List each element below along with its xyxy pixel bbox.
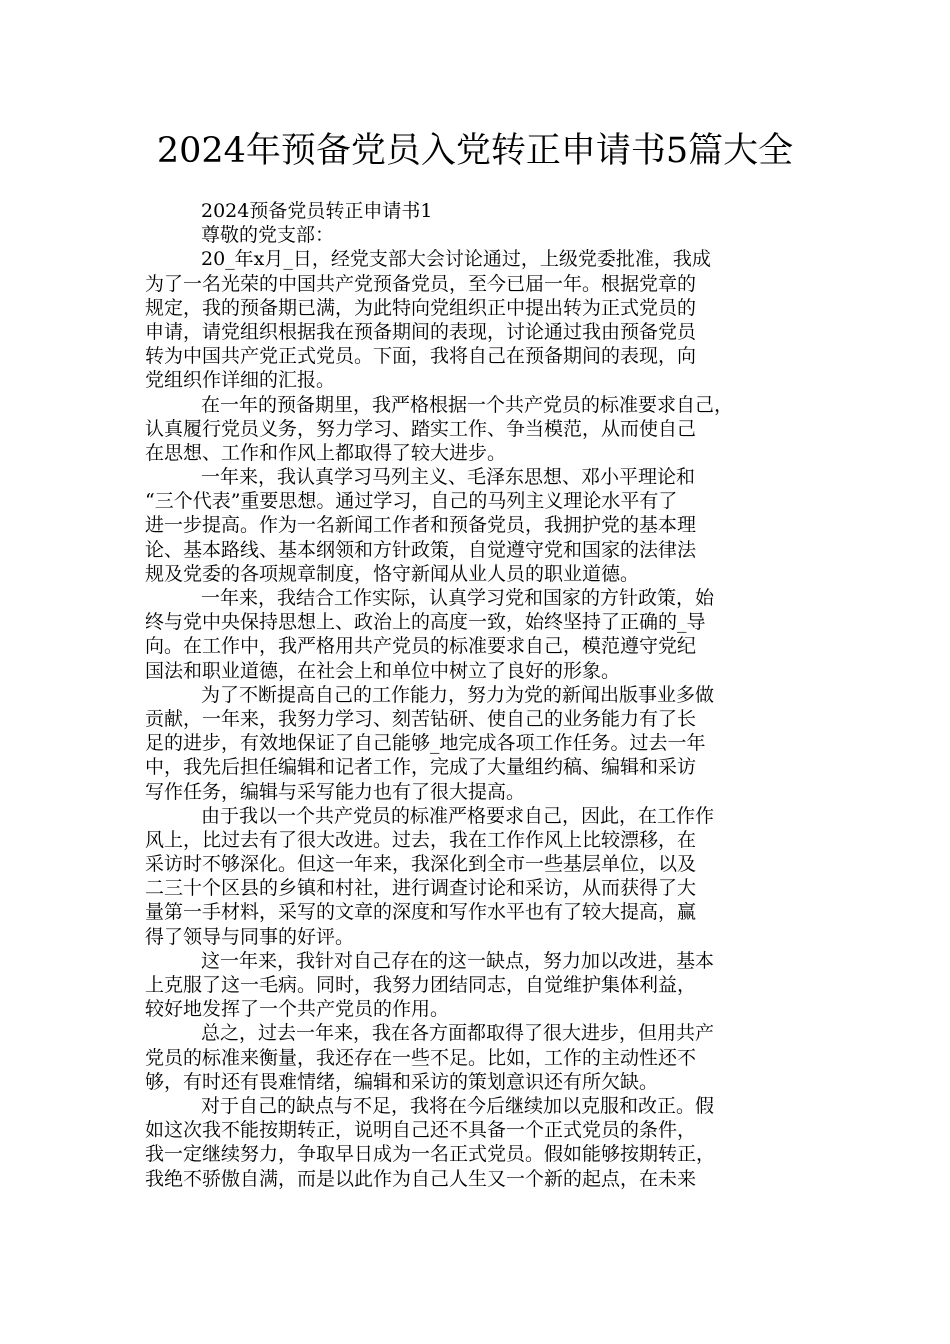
text-line: 规定，我的预备期已满，为此特向党组织正中提出转为正式党员的 — [145, 296, 697, 319]
text-line: 国法和职业道德，在社会上和单位中树立了良好的形象。 — [145, 659, 621, 682]
text-line: 20_年x月_日，经党支部大会讨论通过，上级党委批准，我成 — [201, 248, 711, 271]
text-line: 足的进步，有效地保证了自己能够_地完成各项工作任务。过去一年 — [145, 732, 706, 755]
text-line: 向。在工作中，我严格用共产党员的标准要求自己，模范遵守党纪 — [145, 635, 697, 658]
text-line: 终与党中央保持思想上、政治上的高度一致，始终坚持了正确的_导 — [145, 611, 706, 634]
text-line: 在一年的预备期里，我严格根据一个共产党员的标准要求自己， — [201, 393, 734, 416]
text-line: 为了一名光荣的中国共产党预备党员，至今已届一年。根据党章的 — [145, 272, 697, 295]
text-line: 规及党委的各项规章制度，恪守新闻从业人员的职业道德。 — [145, 562, 640, 585]
text-line: 在思想、工作和作风上都取得了较大进步。 — [145, 441, 507, 464]
text-line: 较好地发挥了一个共产党员的作用。 — [145, 998, 450, 1021]
text-line: 一年来，我认真学习马列主义、毛泽东思想、邓小平理论和 — [201, 466, 696, 489]
text-line: 申请，请党组织根据我在预备期间的表现，讨论通过我由预备党员 — [145, 320, 697, 343]
text-line: 论、基本路线、基本纲领和方针政策，自觉遵守党和国家的法律法 — [145, 538, 697, 561]
document-title: 2024年预备党员入党转正申请书5篇大全 — [156, 131, 794, 171]
text-line: 二三十个区县的乡镇和村社，进行调查讨论和采访，从而获得了大 — [145, 877, 697, 900]
text-line: 够，有时还有畏难情绪，编辑和采访的策划意识还有所欠缺。 — [145, 1070, 659, 1093]
text-line: 我一定继续努力，争取早日成为一名正式党员。假如能够按期转正， — [145, 1143, 716, 1166]
text-line: 一年来，我结合工作实际，认真学习党和国家的方针政策，始 — [201, 587, 715, 609]
text-line: 中，我先后担任编辑和记者工作，完成了大量组约稿、编辑和采访 — [145, 756, 697, 779]
text-line: 党组织作详细的汇报。 — [145, 369, 336, 392]
document-body — [145, 199, 821, 1191]
text-line: 量第一手材料，采写的文章的深度和写作水平也有了较大提高，赢 — [145, 901, 697, 924]
text-line: 党员的标准来衡量，我还存在一些不足。比如，工作的主动性还不 — [145, 1046, 697, 1069]
text-line: 由于我以一个共产党员的标准严格要求自己，因此，在工作作 — [201, 804, 715, 827]
text-line: 写作任务，编辑与采写能力也有了很大提高。 — [145, 780, 526, 803]
text-line: 得了领导与同事的好评。 — [145, 925, 355, 948]
text-line: 上克服了这一毛病。同时，我努力团结同志，自觉维护集体利益， — [145, 974, 697, 996]
text-line: 如这次我不能按期转正，说明自己还不具备一个正式党员的条件， — [145, 1119, 697, 1142]
text-line: 总之，过去一年来，我在各方面都取得了很大进步，但用共产 — [201, 1022, 715, 1045]
text-line: 为了不断提高自己的工作能力，努力为党的新闻出版事业多做 — [201, 683, 715, 706]
text-line: 2024预备党员转正申请书1 — [201, 200, 433, 222]
text-line: 进一步提高。作为一名新闻工作者和预备党员，我拥护党的基本理 — [145, 514, 697, 537]
text-line: 风上，比过去有了很大改进。过去，我在工作作风上比较漂移，在 — [145, 828, 697, 851]
text-line: “三个代表”重要思想。通过学习，自己的马列主义理论水平有了 — [145, 490, 678, 513]
text-line: 这一年来，我针对自己存在的这一缺点，努力加以改进，基本 — [201, 949, 715, 972]
text-line: 尊敬的党支部： — [201, 224, 335, 247]
text-line: 认真履行党员义务，努力学习、踏实工作、争当模范，从而使自己 — [145, 417, 697, 440]
text-line: 贡献，一年来，我努力学习、刻苦钻研、使自己的业务能力有了长 — [145, 707, 697, 730]
text-line: 我绝不骄傲自满，而是以此作为自己人生又一个新的起点，在未来 — [145, 1167, 697, 1190]
text-line: 转为中国共产党正式党员。下面，我将自己在预备期间的表现，向 — [145, 345, 697, 368]
text-line: 采访时不够深化。但这一年来，我深化到全市一些基层单位，以及 — [145, 853, 697, 876]
text-line: 对于自己的缺点与不足，我将在今后继续加以克服和改正。假 — [201, 1094, 715, 1117]
